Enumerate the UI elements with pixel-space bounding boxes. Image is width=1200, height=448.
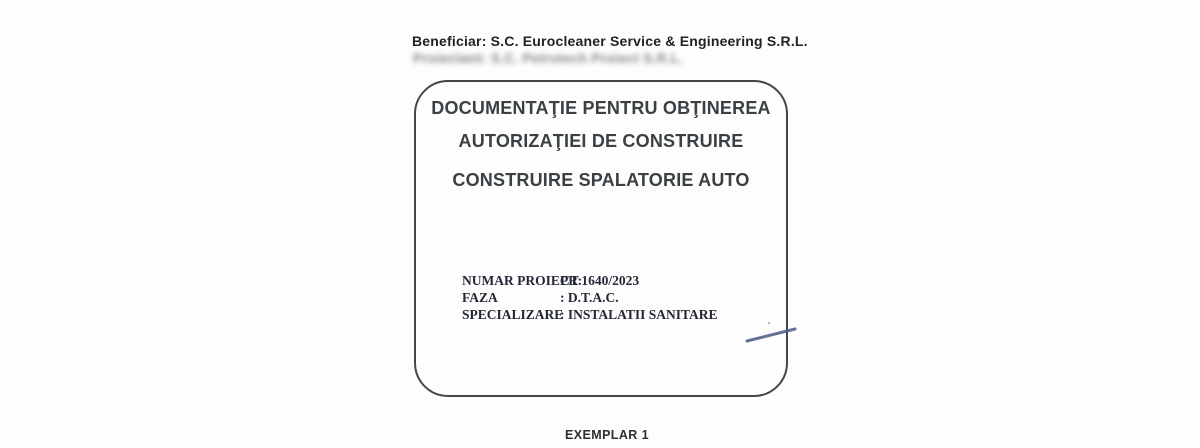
- detail-row-faza: [462, 289, 718, 306]
- detail-value-numar-proiect: PR 1640/2023: [560, 273, 640, 288]
- proiectant-line-blurred: Proiectant: S.C. Petrotech Proiect S.R.L.: [413, 51, 684, 66]
- detail-value-faza: : D.T.A.C.: [560, 290, 619, 305]
- document-subtitle: CONSTRUIRE SPALATORIE AUTO: [452, 170, 750, 190]
- detail-label-faza: FAZA: [462, 290, 498, 305]
- detail-label-numar-proiect: NUMAR PROIECT:: [462, 273, 583, 288]
- detail-row-numar-proiect: [462, 272, 718, 289]
- beneficiar-line: Beneficiar: S.C. Eurocleaner Service & Engineering S.R.L.: [412, 33, 808, 49]
- document-title-line1: DOCUMENTAŢIE PENTRU OBŢINEREA: [431, 98, 771, 118]
- document-title-line2: AUTORIZAŢIEI DE CONSTRUIRE: [458, 131, 744, 151]
- project-details-block: [462, 272, 718, 323]
- cover-title-box: [414, 80, 788, 397]
- detail-label-specializare: SPECIALIZARE: [462, 307, 564, 322]
- detail-value-specializare: : INSTALATII SANITARE: [560, 307, 718, 322]
- detail-row-specializare: [462, 306, 718, 323]
- exemplar-label: EXEMPLAR 1: [565, 428, 649, 442]
